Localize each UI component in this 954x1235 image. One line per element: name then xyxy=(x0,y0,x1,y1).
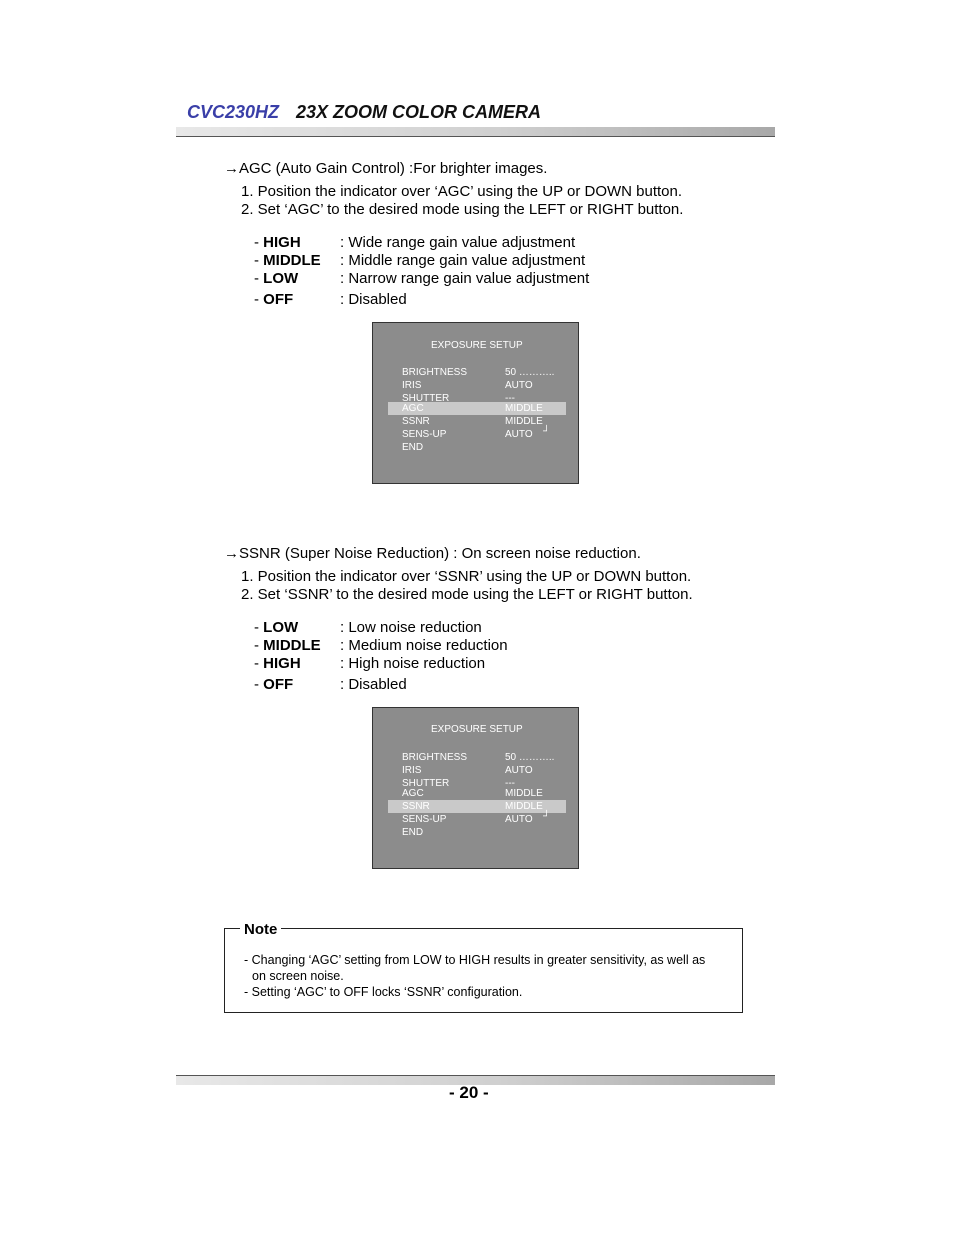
ssnr-option-name: - HIGH xyxy=(254,655,301,672)
ssnr-option-name: - OFF xyxy=(254,676,294,693)
ssnr-option-desc: : Medium noise reduction xyxy=(340,637,508,654)
osd-row-label: SHUTTER xyxy=(402,778,450,789)
osd-row-label: BRIGHTNESS xyxy=(402,367,468,378)
ssnr-option-desc: : High noise reduction xyxy=(340,655,486,672)
agc-option-desc: : Wide range gain value adjustment xyxy=(340,234,576,251)
osd-row-label: IRIS xyxy=(402,380,422,391)
osd-row-value-selected: MIDDLE xyxy=(505,801,543,812)
ssnr-step-1: 1. Position the indicator over ‘SSNR’ using the UP or DOWN button. xyxy=(241,568,692,585)
agc-option-desc: : Middle range gain value adjustment xyxy=(340,252,586,269)
enter-icon: ┘ xyxy=(543,426,551,437)
osd-row-label: END xyxy=(402,827,424,838)
model-name: CVC230HZ xyxy=(187,102,280,122)
note-title: Note xyxy=(240,921,281,938)
osd-screen-agc xyxy=(372,322,579,484)
osd-row-value: AUTO xyxy=(505,429,533,440)
osd-row-label-selected: AGC xyxy=(402,403,424,414)
osd-row-value: 50 ……….. xyxy=(505,752,555,763)
agc-option-desc: : Disabled xyxy=(340,291,407,308)
agc-option-desc: : Narrow range gain value adjustment xyxy=(340,270,590,287)
osd-row-value: --- xyxy=(505,393,515,404)
agc-intro: →AGC (Auto Gain Control) :For brighter images. xyxy=(224,160,548,177)
osd-row-label: END xyxy=(402,442,424,453)
osd-row-label: SENS-UP xyxy=(402,429,447,440)
osd-row-value: AUTO xyxy=(505,814,533,825)
osd-row-value: MIDDLE xyxy=(505,788,543,799)
osd-row-label: SENS-UP xyxy=(402,814,447,825)
agc-step-1: 1. Position the indicator over ‘AGC’ using the UP or DOWN button. xyxy=(241,183,683,200)
agc-option-name: - OFF xyxy=(254,291,294,308)
osd-row-label: SHUTTER xyxy=(402,393,450,404)
agc-option-name: - HIGH xyxy=(254,234,301,251)
osd-title: EXPOSURE SETUP xyxy=(431,340,523,351)
note-line: - Setting ‘AGC’ to OFF locks ‘SSNR’ configuration. xyxy=(244,985,523,999)
ssnr-option-name: - MIDDLE xyxy=(254,637,321,654)
header-rule xyxy=(176,127,775,137)
osd-row-label: AGC xyxy=(402,788,424,799)
osd-screen-ssnr xyxy=(372,707,579,869)
enter-icon: ┘ xyxy=(543,811,551,822)
agc-option-name: - LOW xyxy=(254,270,299,287)
osd-row-value-selected: MIDDLE xyxy=(505,403,543,414)
agc-option-name: - MIDDLE xyxy=(254,252,321,269)
osd-row-value: AUTO xyxy=(505,380,533,391)
ssnr-option-desc: : Low noise reduction xyxy=(340,619,482,636)
osd-row-value: AUTO xyxy=(505,765,533,776)
agc-step-2: 2. Set ‘AGC’ to the desired mode using the LEFT or RIGHT button. xyxy=(241,201,684,218)
osd-row-value: --- xyxy=(505,778,515,789)
ssnr-option-desc: : Disabled xyxy=(340,676,407,693)
note-line: - Changing ‘AGC’ setting from LOW to HIGH results in greater sensitivity, as well as xyxy=(244,953,706,967)
ssnr-step-2: 2. Set ‘SSNR’ to the desired mode using the LEFT or RIGHT button. xyxy=(241,586,693,603)
osd-row-label: BRIGHTNESS xyxy=(402,752,468,763)
osd-row-value: 50 ……….. xyxy=(505,367,555,378)
osd-row-label: SSNR xyxy=(402,416,430,427)
ssnr-intro: →SSNR (Super Noise Reduction) : On screen noise reduction. xyxy=(224,545,641,562)
page-number: - 20 - xyxy=(449,1083,489,1102)
ssnr-option-name: - LOW xyxy=(254,619,299,636)
note-line: on screen noise. xyxy=(252,969,344,983)
osd-title: EXPOSURE SETUP xyxy=(431,724,523,735)
document-title: 23X ZOOM COLOR CAMERA xyxy=(296,102,542,122)
osd-row-value: MIDDLE xyxy=(505,416,543,427)
osd-row-label: IRIS xyxy=(402,765,422,776)
osd-row-label-selected: SSNR xyxy=(402,801,430,812)
